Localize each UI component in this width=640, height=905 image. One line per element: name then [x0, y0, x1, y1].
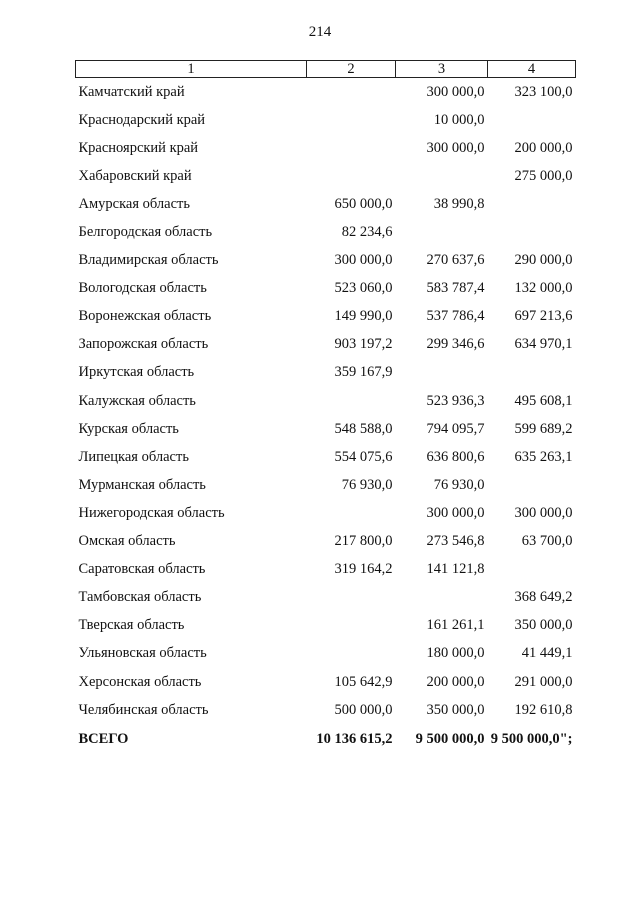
region-name-cell: Камчатский край [78, 83, 185, 100]
column-3-value-cell: 10 000,0 [433, 111, 485, 128]
column-4-value-cell: 290 000,0 [514, 252, 573, 269]
column-2-value-cell: 548 588,0 [334, 420, 393, 437]
table-row [76, 387, 576, 415]
region-name-cell: Хабаровский край [78, 167, 192, 184]
column-2-value-cell: 500 000,0 [334, 701, 393, 718]
table-row [76, 218, 576, 246]
column-3-value-cell: 583 787,4 [426, 280, 485, 297]
table-row [76, 584, 576, 612]
column-3-value-cell: 300 000,0 [426, 139, 485, 156]
table-header [76, 61, 576, 78]
column-2-value-cell [307, 387, 396, 415]
column-2-value-cell: 359 167,9 [334, 364, 393, 381]
column-header-3: 3 [396, 61, 488, 78]
column-4-value-cell: 599 689,2 [514, 420, 573, 437]
column-4-value-cell: 634 970,1 [514, 336, 573, 353]
column-2-value-cell [307, 584, 396, 612]
region-name-cell: Курская область [78, 420, 179, 437]
column-2-value-cell: 903 197,2 [334, 336, 393, 353]
table-row [76, 471, 576, 499]
column-4-value-cell [488, 471, 576, 499]
column-header-1: 1 [76, 61, 307, 78]
table-row [76, 247, 576, 275]
region-name-cell: Запорожская область [78, 336, 209, 353]
column-3-value-cell: 273 546,8 [426, 533, 485, 550]
column-4-value-cell: 323 100,0 [514, 83, 573, 100]
column-3-value-cell: 300 000,0 [426, 504, 485, 521]
column-2-value-cell [307, 162, 396, 190]
table-row [76, 443, 576, 471]
region-name-cell: Амурская область [78, 195, 190, 212]
region-name-cell: Ульяновская область [78, 645, 207, 662]
column-2-value-cell: 76 930,0 [341, 476, 393, 493]
column-2-value-cell: 217 800,0 [334, 533, 393, 550]
column-header-4: 4 [488, 61, 576, 78]
column-2-value-cell: 82 234,6 [341, 224, 393, 241]
table-row [76, 612, 576, 640]
column-2-value-cell [307, 134, 396, 162]
column-4-value-cell: 635 263,1 [514, 448, 573, 465]
page-number: 214 [308, 24, 332, 40]
column-2-value-cell [307, 106, 396, 134]
total-column-4: 9 500 000,0"; [490, 730, 573, 747]
column-3-value-cell: 200 000,0 [426, 673, 485, 690]
region-name-cell: Владимирская область [78, 252, 219, 269]
table-row [76, 331, 576, 359]
table-row [76, 303, 576, 331]
header-row [76, 61, 576, 78]
column-3-value-cell: 537 786,4 [426, 308, 485, 325]
column-4-value-cell: 200 000,0 [514, 139, 573, 156]
column-3-value-cell: 141 121,8 [426, 561, 485, 578]
table-row [76, 162, 576, 190]
table-row [76, 499, 576, 527]
column-3-value-cell: 523 936,3 [426, 392, 485, 409]
region-name-cell: Калужская область [78, 392, 196, 409]
column-2-value-cell [307, 640, 396, 668]
column-4-value-cell [488, 556, 576, 584]
column-4-value-cell: 495 608,1 [514, 392, 573, 409]
column-4-value-cell [488, 106, 576, 134]
region-name-cell: Красноярский край [78, 139, 199, 156]
region-name-cell: Херсонская область [78, 673, 202, 690]
table-row [76, 106, 576, 134]
column-3-value-cell: 350 000,0 [426, 701, 485, 718]
region-name-cell: Краснодарский край [78, 111, 206, 128]
table-row [76, 640, 576, 668]
column-3-value-cell: 38 990,8 [433, 195, 485, 212]
region-name-cell: Липецкая область [78, 448, 189, 465]
table-row [76, 275, 576, 303]
table-row [76, 359, 576, 387]
column-3-value-cell [396, 359, 488, 387]
table-row [76, 78, 576, 107]
region-name-cell: Нижегородская область [78, 504, 225, 521]
table-row [76, 415, 576, 443]
column-2-value-cell: 149 990,0 [334, 308, 393, 325]
column-4-value-cell: 350 000,0 [514, 617, 573, 634]
table-row [76, 134, 576, 162]
region-name-cell: Саратовская область [78, 561, 206, 578]
column-4-value-cell: 275 000,0 [514, 167, 573, 184]
region-name-cell: Мурманская область [78, 476, 206, 493]
column-2-value-cell: 650 000,0 [334, 195, 393, 212]
table-row [76, 190, 576, 218]
table-body [76, 78, 576, 755]
column-3-value-cell [396, 584, 488, 612]
column-3-value-cell: 76 930,0 [433, 476, 485, 493]
column-2-value-cell [307, 78, 396, 107]
region-name-cell: Тамбовская область [78, 589, 202, 606]
column-3-value-cell [396, 218, 488, 246]
total-row [76, 724, 576, 754]
column-4-value-cell: 697 213,6 [514, 308, 573, 325]
region-name-cell: Воронежская область [78, 308, 212, 325]
column-4-value-cell: 63 700,0 [521, 533, 573, 550]
table-row [76, 528, 576, 556]
column-3-value-cell: 300 000,0 [426, 83, 485, 100]
table-row [76, 668, 576, 696]
column-2-value-cell: 554 075,6 [334, 448, 393, 465]
column-4-value-cell: 300 000,0 [514, 504, 573, 521]
column-3-value-cell: 161 261,1 [426, 617, 485, 634]
column-3-value-cell: 636 800,6 [426, 448, 485, 465]
region-name-cell: Челябинская область [78, 701, 209, 718]
column-4-value-cell: 192 610,8 [514, 701, 573, 718]
total-column-2: 10 136 615,2 [316, 730, 393, 747]
column-3-value-cell [396, 162, 488, 190]
column-3-value-cell: 794 095,7 [426, 420, 485, 437]
column-3-value-cell: 270 637,6 [426, 252, 485, 269]
column-4-value-cell: 132 000,0 [514, 280, 573, 297]
column-3-value-cell: 299 346,6 [426, 336, 485, 353]
column-4-value-cell [488, 190, 576, 218]
column-3-value-cell: 180 000,0 [426, 645, 485, 662]
column-2-value-cell: 523 060,0 [334, 280, 393, 297]
column-4-value-cell: 368 649,2 [514, 589, 573, 606]
total-label: ВСЕГО [78, 730, 129, 747]
column-4-value-cell: 41 449,1 [521, 645, 573, 662]
column-4-value-cell [488, 359, 576, 387]
allocation-table [75, 60, 576, 754]
column-4-value-cell [488, 218, 576, 246]
column-4-value-cell: 291 000,0 [514, 673, 573, 690]
column-header-2: 2 [307, 61, 396, 78]
table-row [76, 696, 576, 724]
region-name-cell: Иркутская область [78, 364, 195, 381]
column-2-value-cell: 319 164,2 [334, 561, 393, 578]
column-2-value-cell: 105 642,9 [334, 673, 393, 690]
region-name-cell: Тверская область [78, 617, 185, 634]
column-2-value-cell [307, 612, 396, 640]
column-2-value-cell [307, 499, 396, 527]
column-2-value-cell: 300 000,0 [334, 252, 393, 269]
region-name-cell: Вологодская область [78, 280, 207, 297]
region-name-cell: Омская область [78, 533, 176, 550]
table-row [76, 556, 576, 584]
region-name-cell: Белгородская область [78, 224, 213, 241]
total-column-3: 9 500 000,0 [415, 730, 485, 747]
